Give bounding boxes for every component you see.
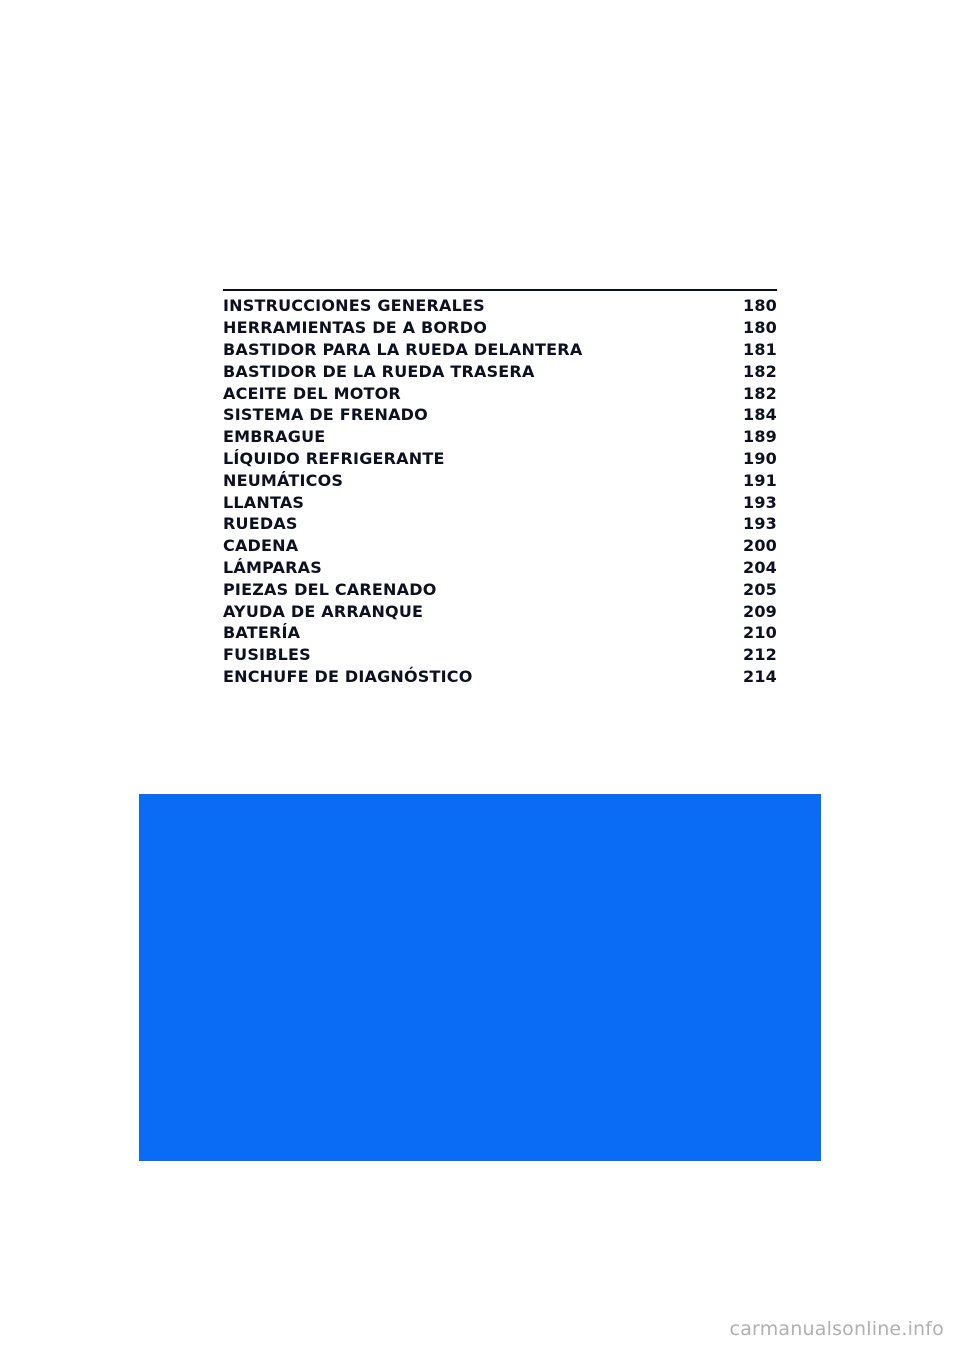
toc-entry[interactable]	[223, 513, 777, 535]
toc-entry[interactable]	[223, 295, 777, 317]
toc-entry-page: 193	[743, 514, 777, 534]
watermark: carmanualsonline.info	[729, 1318, 944, 1340]
toc-entry-page: 184	[743, 405, 777, 425]
toc-entry-title: PIEZAS DEL CARENADO	[223, 579, 437, 599]
toc-entry-page: 204	[743, 557, 777, 577]
blue-panel	[139, 794, 821, 1161]
toc-entry-title: ACEITE DEL MOTOR	[223, 383, 401, 403]
toc-entry-title: BASTIDOR DE LA RUEDA TRASERA	[223, 361, 535, 381]
toc-entry[interactable]	[223, 578, 777, 600]
toc-entry-page: 182	[743, 361, 777, 381]
toc-entry[interactable]	[223, 535, 777, 557]
toc-entry-title: ENCHUFE DE DIAGNÓSTICO	[223, 666, 473, 686]
toc-entry-page: 200	[743, 536, 777, 556]
toc-entry-page: 182	[743, 383, 777, 403]
toc-entry-title: SISTEMA DE FRENADO	[223, 405, 428, 425]
toc-entry[interactable]	[223, 469, 777, 491]
toc-entry[interactable]	[223, 622, 777, 644]
toc-entry-title: LÍQUIDO REFRIGERANTE	[223, 448, 445, 468]
toc-entry-title: RUEDAS	[223, 514, 298, 534]
toc-entry[interactable]	[223, 404, 777, 426]
toc-entry-page: 181	[743, 339, 777, 359]
toc-entry-title: HERRAMIENTAS DE A BORDO	[223, 318, 488, 338]
toc-entry[interactable]	[223, 557, 777, 579]
toc-entry-page: 212	[743, 645, 777, 665]
toc-entry-page: 210	[743, 623, 777, 643]
toc-entry[interactable]	[223, 666, 777, 688]
toc-entry[interactable]	[223, 426, 777, 448]
toc-entry[interactable]	[223, 360, 777, 382]
toc-entry-page: 214	[743, 666, 777, 686]
toc-entry-page: 193	[743, 492, 777, 512]
toc-entry[interactable]	[223, 339, 777, 361]
toc-entry[interactable]	[223, 491, 777, 513]
toc-entry-title: LÁMPARAS	[223, 557, 322, 577]
toc-entry-title: BATERÍA	[223, 623, 301, 643]
toc-entry-title: INSTRUCCIONES GENERALES	[223, 296, 485, 316]
toc-entry-title: BASTIDOR PARA LA RUEDA DELANTERA	[223, 339, 583, 359]
toc-entry-page: 180	[743, 318, 777, 338]
toc-entry-page: 205	[743, 579, 777, 599]
toc-entry-page: 189	[743, 427, 777, 447]
toc-entry-title: LLANTAS	[223, 492, 305, 512]
toc-entry[interactable]	[223, 317, 777, 339]
toc-entry-title: CADENA	[223, 536, 299, 556]
toc-entry-page: 209	[743, 601, 777, 621]
toc-entry-title: EMBRAGUE	[223, 427, 326, 447]
table-of-contents	[223, 289, 777, 687]
toc-entry-title: NEUMÁTICOS	[223, 470, 344, 490]
toc-entry-page: 191	[743, 470, 777, 490]
toc-entry-title: AYUDA DE ARRANQUE	[223, 601, 424, 621]
toc-entry-page: 180	[743, 296, 777, 316]
toc-entry[interactable]	[223, 448, 777, 470]
toc-entry[interactable]	[223, 600, 777, 622]
toc-entry-title: FUSIBLES	[223, 645, 311, 665]
toc-entry[interactable]	[223, 644, 777, 666]
toc-entry-page: 190	[743, 448, 777, 468]
toc-entry[interactable]	[223, 382, 777, 404]
